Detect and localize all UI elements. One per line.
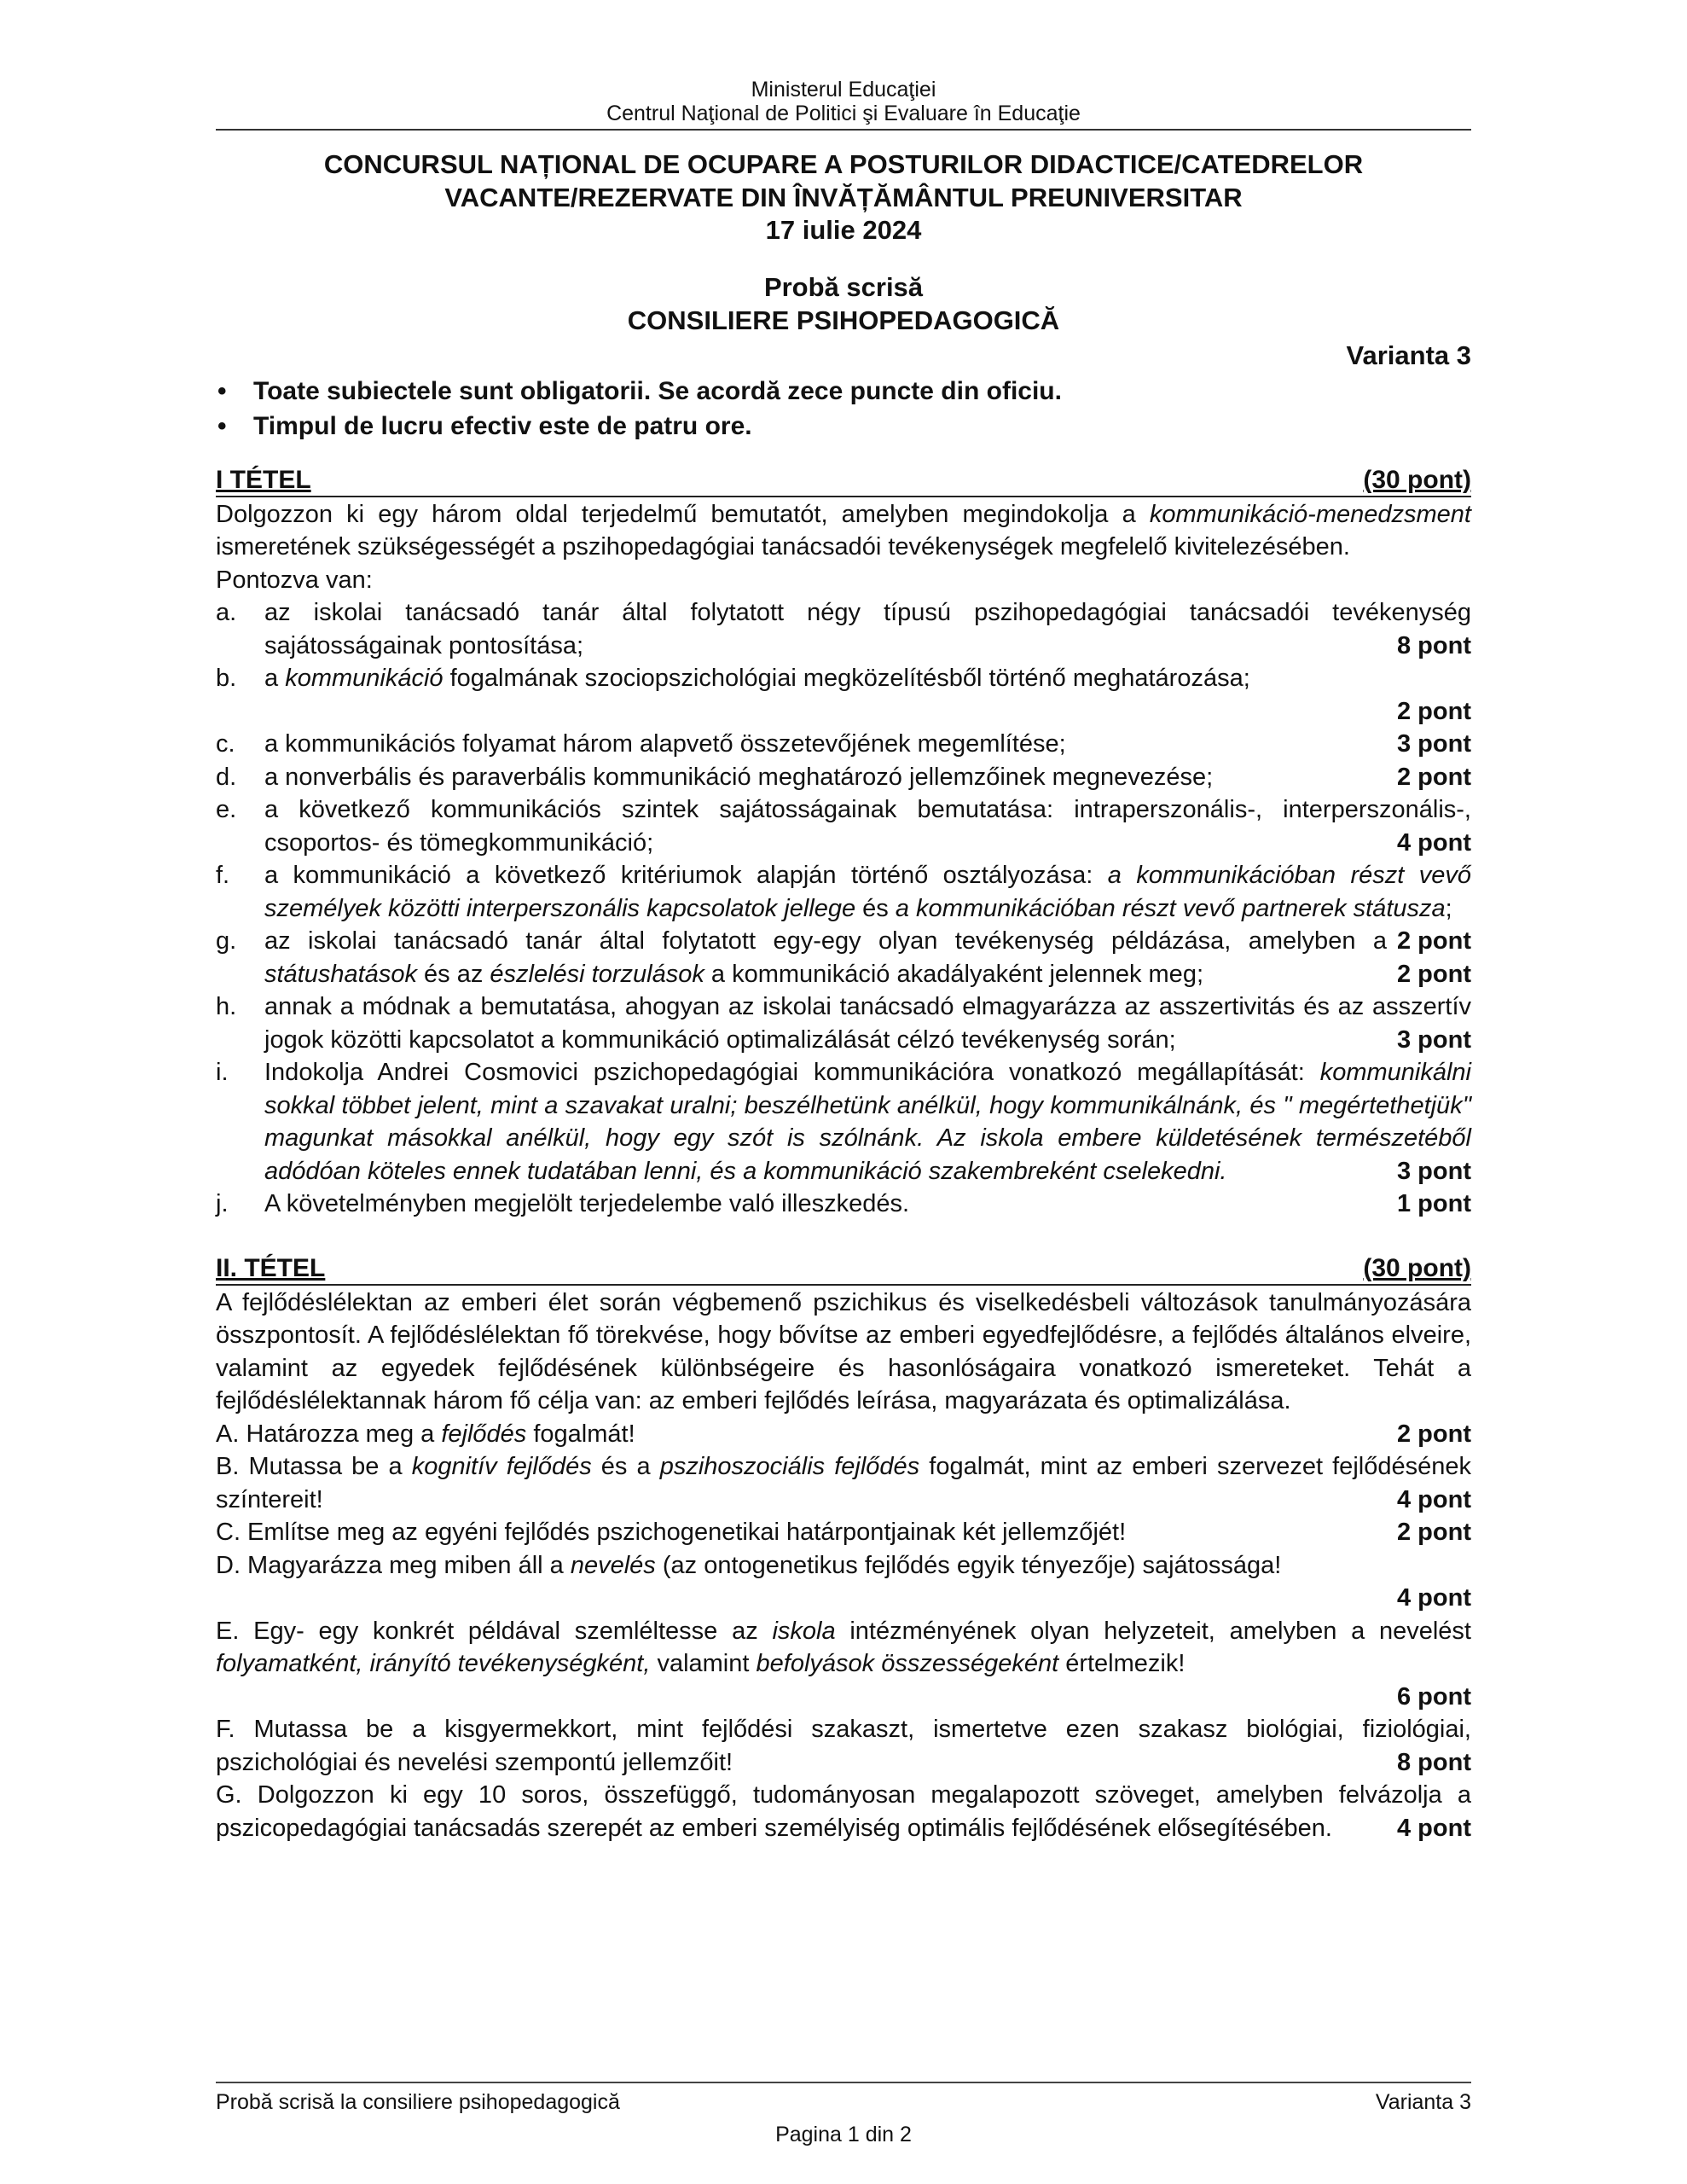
text-run: Dolgozzon ki egy három oldal terjedelmű bemutatót, amelyben megindokolja a (216, 500, 1150, 528)
italic-text: kognitív fejlődés (411, 1453, 592, 1480)
scoring-item (216, 1056, 1471, 1188)
scoring-item (216, 761, 1471, 794)
exam-body (216, 465, 1471, 1844)
header-divider (216, 129, 1471, 131)
item-label: j. (216, 1190, 229, 1217)
text-run: valamint (650, 1650, 757, 1677)
item-points: 2 pont (1397, 927, 1471, 955)
part1-items (216, 596, 1471, 1221)
item-label: i. (216, 1059, 229, 1086)
exam-info (216, 271, 1471, 337)
task-item (216, 1450, 1471, 1516)
item-points: 2 pont (1397, 697, 1471, 725)
text-run: fogalmát, mint az emberi szervezet fejlődésének színtereit! (216, 1453, 1471, 1513)
task-points: 6 pont (1397, 1682, 1471, 1711)
text-run: és a (591, 1453, 660, 1480)
item-label: c. (216, 730, 235, 758)
item-points: 8 pont (1397, 631, 1471, 659)
text-run: fogalmának szociopszichológiai megközelítésből történő meghatározása; (443, 665, 1250, 692)
task-item (216, 1516, 1471, 1549)
task-item (216, 1779, 1471, 1844)
italic-text: státushatások (264, 960, 417, 988)
text-run: (az ontogenetikus fejlődés egyik tényezője) sajátossága! (655, 1551, 1282, 1579)
text-run: a kommunikáció a következő kritériumok alapján történő osztályozása: (264, 862, 1108, 889)
exam-date: 17 iulie 2024 (765, 215, 922, 245)
title-line-2: VACANTE/REZERVATE DIN ÎNVĂȚĂMÂNTUL PREUNIVERSITAR (444, 182, 1243, 212)
text-run: G. Dolgozzon ki egy 10 soros, összefüggő, tudományosan megalapozott szöveget, amelyben felvázolja a pszicopedagógiai tanácsadás szerepét az emberi személyiség optimális fejlődésének elősegítésében. (216, 1781, 1471, 1842)
italic-text: kommunikálni sokkal többet jelent, mint a szavakat uralni; beszélhetünk anélkül, hogy kommunikálnánk, és " megértethetjük" magunkat másokkal anélkül, hogy egy szót is szólnánk. Az iskola embere küldetésének természetéből adódóan köteles ennek tudatában lenni, és a kommunikáció szakembreként cselekedni. (264, 1059, 1471, 1185)
part1-intro (216, 498, 1471, 564)
title-line-1: CONCURSUL NAȚIONAL DE OCUPARE A POSTURILOR DIDACTICE/CATEDRELOR (323, 149, 1364, 179)
center-name: Centrul Naţional de Politici şi Evaluare în Educaţie (606, 102, 1081, 125)
task-points: 4 pont (1397, 1814, 1471, 1842)
task-item (216, 1418, 1471, 1451)
text-run: E. Egy- egy konkrét példával szemléltesse az (216, 1617, 773, 1645)
text-run: az iskolai tanácsadó tanár által folytatott négy típusú pszihopedagógiai tanácsadói tevékenység sajátosságainak pontosítása; (264, 599, 1471, 659)
rule-text: Timpul de lucru efectiv este de patru ore. (253, 412, 752, 440)
part2-heading (216, 1253, 1471, 1286)
scoring-item (216, 925, 1471, 990)
text-run: B. Mutassa be a (216, 1453, 412, 1480)
part2-items (216, 1418, 1471, 1845)
task-points: 2 pont (1397, 1519, 1471, 1546)
text-run: ; (1445, 894, 1452, 922)
text-run: F. Mutassa be a kisgyermekkort, mint fejlődési szakaszt, ismertetve ezen szakasz biológiai, fiziológiai, pszichológiai és nevelési szempontú jellemzőit! (216, 1716, 1471, 1776)
text-run: a következő kommunikációs szintek sajátosságainak bemutatása: intraperszonális-, interperszonális-, csoportos- és tömegkommunikáció; (264, 796, 1471, 857)
task-item (216, 1713, 1471, 1779)
text-run: a kommunikáció akadályaként jelennek meg; (704, 960, 1203, 988)
item-points: 4 pont (1397, 828, 1471, 857)
italic-text: kommunikáció (285, 665, 443, 692)
text-run: intézményének olyan helyzeteit, amelyben a nevelést (835, 1617, 1471, 1645)
item-label: h. (216, 993, 237, 1020)
part1-points: (30 pont) (1363, 466, 1471, 494)
italic-text: a kommunikációban részt vevő személyek közötti interperszonális kapcsolatok jellege (264, 862, 1471, 922)
rule-item (216, 374, 1471, 409)
text-run: értelmezik! (1058, 1650, 1186, 1677)
ministry-name: Ministerul Educaţiei (751, 78, 936, 102)
italic-text: befolyások összességeként (756, 1650, 1059, 1677)
exam-subject: CONSILIERE PSIHOPEDAGOGICĂ (627, 305, 1060, 335)
rule-text: Toate subiectele sunt obligatorii. Se acordă zece puncte din oficiu. (253, 377, 1062, 405)
scoring-item (216, 793, 1471, 859)
text-run: annak a módnak a bemutatása, ahogyan az iskolai tanácsadó elmagyarázza az asszertivitás és az asszertív jogok közötti kapcsolatot a kommunikáció optimalizálását célzó tevékenység során; (264, 993, 1471, 1054)
italic-text: nevelés (570, 1551, 656, 1579)
task-points: 2 pont (1397, 1420, 1471, 1448)
footer-divider (216, 2082, 1471, 2083)
text-run: C. Említse meg az egyéni fejlődés pszichogenetikai határpontjainak két jellemzőjét! (216, 1519, 1127, 1546)
italic-text: kommunikáció-menedzsment (1149, 500, 1471, 528)
scoring-item (216, 1188, 1471, 1221)
scoring-item (216, 990, 1471, 1056)
footer-left: Probă scrisă la consiliere psihopedagogică (216, 2090, 620, 2114)
italic-text: pszihoszociális fejlődés (659, 1453, 920, 1480)
item-label: e. (216, 796, 237, 823)
italic-text: észlelési torzulások (490, 960, 704, 988)
scoring-label: Pontozva van: (216, 566, 373, 594)
task-item (216, 1615, 1471, 1714)
part1-title: I TÉTEL (216, 466, 311, 494)
bullet-icon: • (217, 377, 227, 405)
page-number: Pagina 1 din 2 (775, 2123, 912, 2146)
exam-rules (216, 374, 1471, 444)
item-points: 3 pont (1397, 1025, 1471, 1054)
part2-title: II. TÉTEL (216, 1254, 326, 1282)
part2-intro: A fejlődéslélektan az emberi élet során végbemenő pszichikus és viselkedésbeli változások tanulmányozására összpontosít. A fejlődéslélektan fő törekvése, hogy bővítse az emberi egyedfejlődésre, a fejlődés általános elveire, valamint az egyedek fejlődésének különbségeire és hasonlóságaira vonatkozó ismereteket. Tehát a fejlődéslélektannak három fő célja van: az emberi fejlődés leírása, magyarázata és optimalizálása. (216, 1288, 1471, 1414)
item-label: d. (216, 763, 237, 791)
scoring-item (216, 596, 1471, 662)
scoring-item (216, 662, 1471, 728)
text-run: az iskolai tanácsadó tanár által folytatott egy-egy olyan tevékenység példázása, amelyben a (264, 927, 1387, 955)
exam-type: Probă scrisă (763, 272, 924, 302)
bullet-icon: • (217, 412, 227, 440)
item-label: f. (216, 862, 230, 889)
text-run: Indokolja Andrei Cosmovici pszichopedagógiai kommunikációra vonatkozó megállapítását: (264, 1059, 1320, 1086)
exam-title (216, 148, 1471, 247)
task-points: 4 pont (1397, 1485, 1471, 1513)
text-run: ismeretének szükségességét a pszihopedagógiai tanácsadói tevékenységek megfelelő kivitelezésében. (216, 533, 1350, 561)
item-points: 2 pont (1397, 763, 1471, 791)
text-run: A. Határozza meg a (216, 1420, 442, 1448)
text-run: a kommunikációs folyamat három alapvető összetevőjének megemlítése; (264, 730, 1066, 758)
footer (216, 2090, 1471, 2114)
item-points: 2 pont (1397, 960, 1471, 988)
item-points: 3 pont (1397, 730, 1471, 758)
item-points: 3 pont (1397, 1157, 1471, 1185)
rule-item (216, 409, 1471, 444)
task-points: 4 pont (1397, 1584, 1471, 1612)
italic-text: a kommunikációban részt vevő partnerek státusza (895, 894, 1446, 922)
task-item (216, 1549, 1471, 1615)
document-header (216, 78, 1471, 125)
item-label: b. (216, 665, 237, 692)
item-label: a. (216, 599, 237, 626)
text-run: és (855, 894, 896, 922)
item-points: 1 pont (1397, 1190, 1471, 1217)
text-run: és az (416, 960, 490, 988)
text-run: A követelményben megjelölt terjedelembe való illeszkedés. (264, 1190, 910, 1217)
part2-points: (30 pont) (1363, 1254, 1471, 1282)
variant-label: Varianta 3 (1346, 340, 1471, 370)
part1-heading (216, 465, 1471, 497)
text-run: a (264, 665, 286, 692)
italic-text: iskola (772, 1617, 836, 1645)
task-points: 8 pont (1397, 1748, 1471, 1776)
text-run: D. Magyarázza meg miben áll a (216, 1551, 571, 1579)
italic-text: folyamatként, irányító tevékenységként, (216, 1650, 651, 1677)
text-run: a nonverbális és paraverbális kommunikáció meghatározó jellemzőinek megnevezése; (264, 763, 1214, 791)
scoring-item (216, 728, 1471, 761)
text-run: fogalmát! (526, 1420, 635, 1448)
footer-variant: Varianta 3 (1375, 2090, 1471, 2114)
italic-text: fejlődés (441, 1420, 527, 1448)
item-label: g. (216, 927, 237, 955)
